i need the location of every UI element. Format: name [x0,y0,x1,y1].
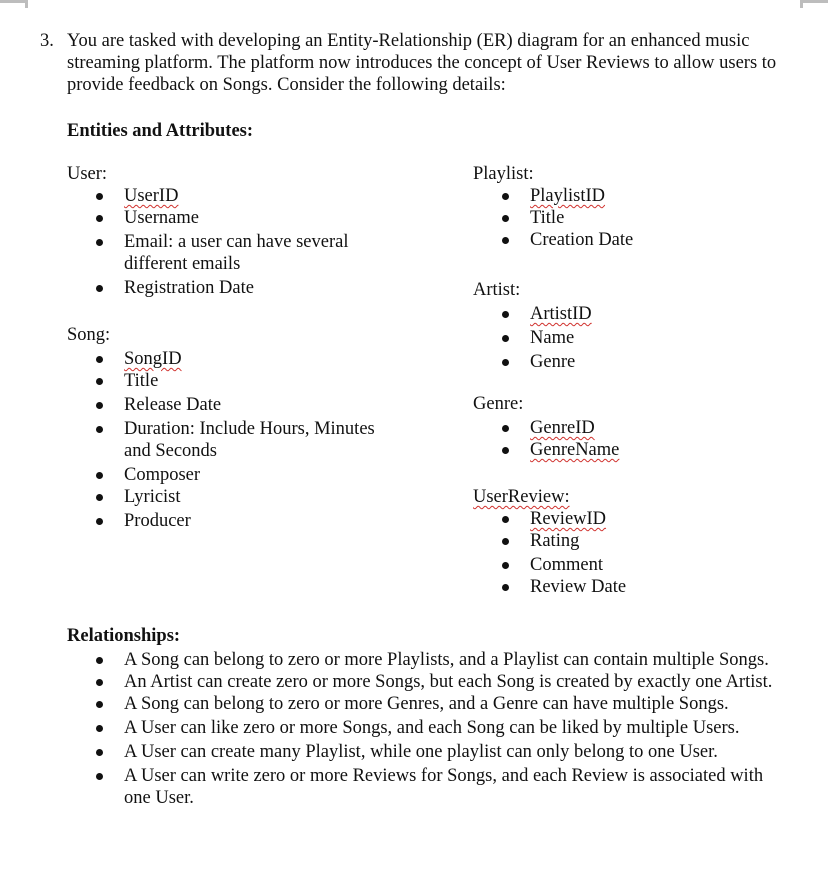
relationships-heading: Relationships: [67,626,181,646]
attribute-item [67,486,397,508]
attribute-item [67,464,397,486]
attribute-item [67,185,397,207]
question-intro: You are tasked with developing an Entity-Relationship (ER) diagram for an enhanced music streaming platform. The platform now introduces the concept of User Reviews to allow users to provide feedback on Songs. Consider the following details: [67,31,777,95]
corner-mark-top-left-v [25,0,28,8]
corner-mark-top-right-v [800,0,803,8]
attribute-rating: Rating [530,531,580,551]
attribute-artistid: ArtistID [530,304,592,324]
attribute-item [67,348,397,370]
attribute-item [67,418,397,462]
attribute-lyricist: Lyricist [124,487,181,507]
entity-genre-attributes [473,417,793,461]
attribute-playlistid: PlaylistID [530,186,606,206]
entity-genre-label: Genre: [473,394,524,414]
attribute-genrename: GenreName [530,440,620,460]
entity-song [67,324,397,532]
attribute-creation-date: Creation Date [530,230,634,250]
attribute-email: Email: a user can have several different emails [124,232,349,274]
entity-playlist-label: Playlist: [473,164,534,184]
relationship-item: An Artist can create zero or more Songs, but each Song is created by exactly one Artist. [67,671,787,693]
attribute-item [67,370,397,392]
entity-user-label: User: [67,164,108,184]
attribute-item [473,185,793,207]
attribute-item [473,439,793,461]
question-number: 3. [40,31,54,51]
attribute-release-date: Release Date [124,395,222,415]
entity-userreview-label: UserReview: [473,487,570,507]
attribute-username: Username [124,208,199,228]
attribute-item [473,508,793,530]
attribute-title: Title [530,208,565,228]
relationship-item: A User can create many Playlist, while one playlist can only belong to one User. [67,741,787,763]
entity-genre [473,393,793,461]
relationship-item: A Song can belong to zero or more Genres, and a Genre can have multiple Songs. [67,693,787,715]
attribute-item [473,576,793,598]
corner-mark-top-left-h [0,0,28,3]
attribute-name: Name [530,328,575,348]
entity-userreview [473,486,793,598]
entity-artist [473,279,793,373]
attribute-composer: Composer [124,465,201,485]
attribute-genreid: GenreID [530,418,595,438]
attribute-item [473,554,793,576]
entity-artist-label: Artist: [473,280,521,300]
entity-song-attributes [67,348,397,532]
attribute-item [473,530,793,552]
attribute-item [67,207,397,229]
attribute-registration-date: Registration Date [124,278,254,298]
entity-userreview-attributes [473,508,793,598]
attribute-item [473,303,793,325]
attribute-userid: UserID [124,186,179,206]
attribute-item [473,229,793,251]
attribute-item [473,351,793,373]
attribute-title: Title [124,371,159,391]
relationship-item: A User can write zero or more Reviews for Songs, and each Review is associated with one User. [67,765,787,809]
attribute-item [67,510,397,532]
entity-playlist-attributes [473,185,793,251]
attribute-duration: Duration: Include Hours, Minutes and Seconds [124,419,375,461]
attribute-comment: Comment [530,555,603,575]
relationship-item: A User can like zero or more Songs, and each Song can be liked by multiple Users. [67,717,787,739]
attribute-item [67,231,397,275]
attribute-genre: Genre [530,352,576,372]
attribute-item [67,394,397,416]
relationships-list [67,649,787,809]
attribute-item [473,207,793,229]
attribute-item [473,417,793,439]
attribute-item [473,327,793,349]
corner-mark-top-right-h [800,0,828,3]
attribute-reviewid: ReviewID [530,509,607,529]
entity-song-label: Song: [67,325,111,345]
relationship-item: A Song can belong to zero or more Playlists, and a Playlist can contain multiple Songs. [67,649,787,671]
attribute-review-date: Review Date [530,577,627,597]
attribute-songid: SongID [124,349,182,369]
entities-heading: Entities and Attributes: [67,121,254,141]
entity-artist-attributes [473,303,793,373]
attribute-item [67,277,397,299]
entity-user [67,163,397,299]
entity-user-attributes [67,185,397,299]
attribute-producer: Producer [124,511,191,531]
entity-playlist [473,163,793,251]
